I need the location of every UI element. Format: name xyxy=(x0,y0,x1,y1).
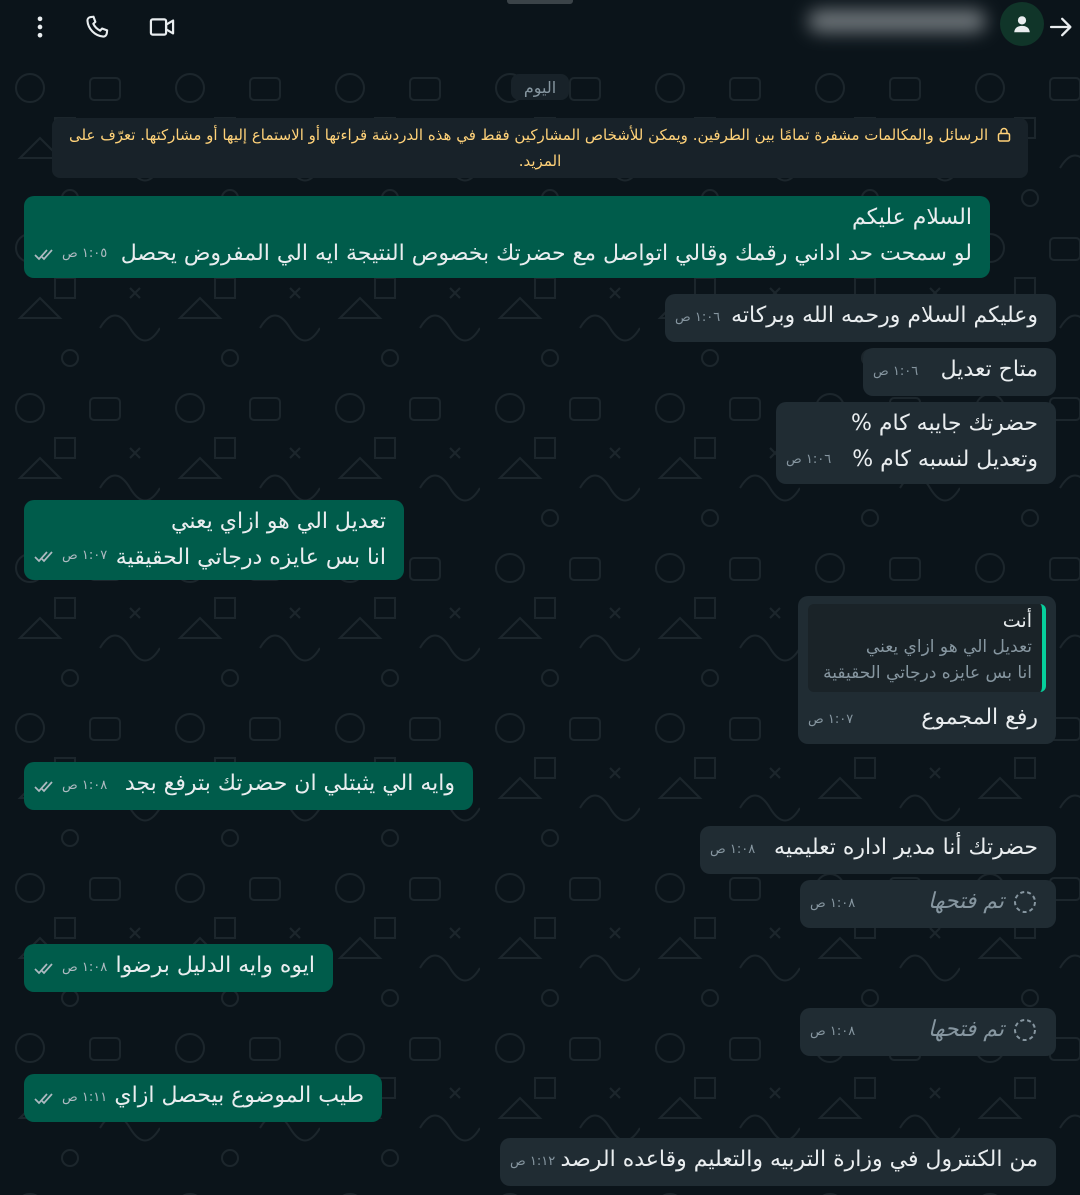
message-incoming-reply[interactable] xyxy=(798,596,1056,744)
message-time: ١:٠٨ ص xyxy=(810,896,856,911)
encryption-notice[interactable] xyxy=(52,118,1028,178)
status-notch xyxy=(507,0,573,4)
message-text: تم فتحها xyxy=(928,889,1004,914)
message-time: ١:٠٨ ص xyxy=(710,842,756,857)
message-incoming-viewonce[interactable] xyxy=(800,1008,1056,1056)
read-ticks-icon xyxy=(34,247,56,261)
message-outgoing[interactable] xyxy=(24,944,333,992)
chat-area[interactable] xyxy=(0,58,1080,1195)
message-text: ايوه وايه الدليل برضوا xyxy=(115,953,315,978)
message-time: ١:٠٧ ص xyxy=(62,548,108,563)
message-time: ١:٠٧ ص xyxy=(808,712,854,727)
message-text: انا بس عايزه درجاتي الحقيقية xyxy=(115,545,386,570)
message-meta xyxy=(510,1144,555,1180)
message-meta xyxy=(675,300,720,336)
quoted-sender: أنت xyxy=(1002,610,1032,632)
read-ticks-icon xyxy=(34,961,56,975)
avatar[interactable] xyxy=(1000,2,1044,46)
message-outgoing[interactable] xyxy=(24,762,473,810)
message-meta xyxy=(810,1014,855,1050)
message-text: السلام عليكم xyxy=(851,205,972,230)
message-incoming[interactable] xyxy=(776,402,1056,484)
message-meta xyxy=(810,886,855,922)
message-meta xyxy=(786,442,831,478)
message-meta xyxy=(34,950,107,986)
read-ticks-icon xyxy=(34,779,56,793)
message-meta xyxy=(34,1080,107,1116)
message-text: من الكنترول في وزارة التربيه والتعليم وقاعده الرصد xyxy=(560,1147,1038,1172)
message-meta xyxy=(34,768,107,804)
message-time: ١:١١ ص xyxy=(62,1090,108,1105)
message-incoming[interactable] xyxy=(665,294,1056,342)
view-once-icon xyxy=(1012,1017,1038,1043)
message-time: ١:٠٨ ص xyxy=(62,778,108,793)
message-meta xyxy=(873,354,918,390)
message-text: حضرتك جايبه كام % xyxy=(850,411,1038,436)
more-vert-icon[interactable] xyxy=(21,8,59,46)
message-text: متاح تعديل xyxy=(940,357,1038,382)
message-text: رفع المجموع xyxy=(921,705,1038,730)
read-ticks-icon xyxy=(34,1091,56,1105)
quoted-message[interactable] xyxy=(808,604,1046,692)
message-time: ١:٠٦ ص xyxy=(675,310,721,325)
message-outgoing[interactable] xyxy=(24,196,990,278)
message-time: ١:٠٦ ص xyxy=(786,452,832,467)
message-meta xyxy=(34,538,107,574)
view-once-icon xyxy=(1012,889,1038,915)
message-time: ١:١٢ ص xyxy=(510,1154,556,1169)
message-time: ١:٠٦ ص xyxy=(873,364,919,379)
message-time: ١:٠٨ ص xyxy=(810,1024,856,1039)
phone-icon[interactable] xyxy=(78,8,116,46)
chat-header xyxy=(0,0,1080,54)
message-incoming-viewonce[interactable] xyxy=(800,880,1056,928)
day-separator: اليوم xyxy=(511,74,569,100)
message-meta xyxy=(808,702,853,738)
message-meta xyxy=(34,236,107,272)
quoted-text: تعديل الي هو ازاي يعني xyxy=(865,637,1032,657)
message-meta xyxy=(710,832,755,868)
encryption-notice-text: الرسائل والمكالمات مشفرة تمامًا بين الطرفين. ويمكن للأشخاص المشاركين فقط في هذه الدردشة قراءتها أو الاستماع إليها أو مشاركتها. تعرّف على المزيد. xyxy=(69,126,989,170)
message-time: ١:٠٥ ص xyxy=(62,246,108,261)
message-outgoing[interactable] xyxy=(24,500,404,580)
message-incoming[interactable] xyxy=(500,1138,1056,1186)
contact-name-redacted[interactable] xyxy=(808,10,986,32)
message-incoming[interactable] xyxy=(700,826,1056,874)
message-text: لو سمحت حد اداني رقمك وقالي اتواصل مع حضرتك بخصوص النتيجة ايه الي المفروض يحصل xyxy=(120,241,972,266)
message-text: تعديل الي هو ازاي يعني xyxy=(171,509,386,534)
lock-icon xyxy=(997,127,1011,142)
back-arrow-icon[interactable] xyxy=(1042,8,1080,46)
avatar-icon xyxy=(1011,13,1033,35)
message-incoming[interactable] xyxy=(863,348,1056,396)
message-text: حضرتك أنا مدير اداره تعليميه xyxy=(774,835,1038,860)
message-outgoing[interactable] xyxy=(24,1074,382,1122)
video-icon[interactable] xyxy=(143,8,181,46)
message-text: تم فتحها xyxy=(928,1017,1004,1042)
message-text: طيب الموضوع بيحصل ازاي xyxy=(114,1083,364,1108)
message-text: وتعديل لنسبه كام % xyxy=(852,447,1038,472)
message-text: وعليكم السلام ورحمه الله وبركاته xyxy=(731,303,1038,328)
message-time: ١:٠٨ ص xyxy=(62,960,108,975)
read-ticks-icon xyxy=(34,549,56,563)
quoted-text: انا بس عايزه درجاتي الحقيقية xyxy=(823,663,1032,683)
message-text: وايه الي يثبتلي ان حضرتك بترفع بجد xyxy=(124,771,455,796)
